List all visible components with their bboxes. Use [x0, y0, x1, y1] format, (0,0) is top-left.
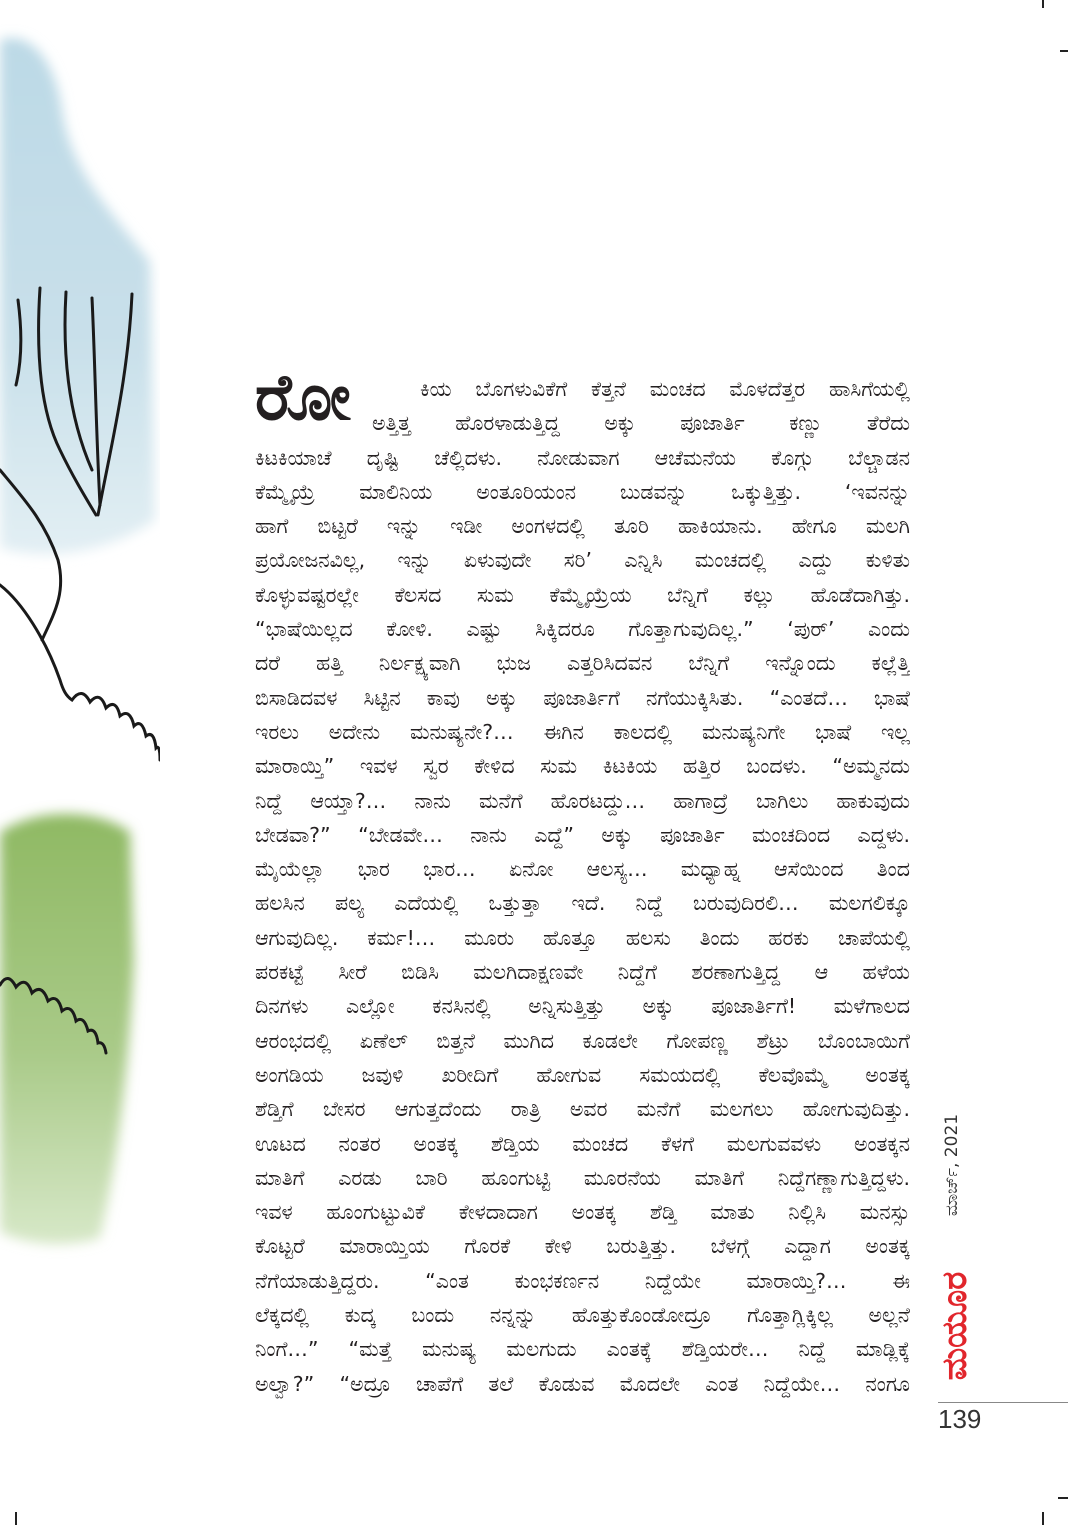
crop-mark-bottom-right [1042, 1512, 1044, 1525]
article-line: ಆರಂಭದಲ್ಲಿ ಏಣೆಲ್ ಬಿತ್ತನೆ ಮುಗಿದ ಕೂಡಲೇ ಗೋಪಣ್ಣ ಶೆಟ್ರು ಬೊಂಬಾಯಿಗೆ [255, 1028, 910, 1053]
crop-mark-right-top [1060, 50, 1068, 52]
article-line: ಬೇಡವಾ?” “ಬೇಡವೇ… ನಾನು ಎದ್ದೆ” ಅಕ್ಕು ಪೂಜಾರ್ತಿ ಮಂಚದಿಂದ ಎದ್ದಳು. [255, 822, 910, 847]
crop-mark-right-bottom [1058, 1497, 1068, 1499]
article-line: ಇವಳ ಹೂಂಗುಟ್ಟುವಿಕೆ ಕೇಳದಾದಾಗ ಅಂತಕ್ಕ ಶೆಡ್ತಿ ಮಾತು ನಿಲ್ಲಿಸಿ ಮನಸ್ಸು [255, 1200, 910, 1225]
article-line: ಹಲಸಿನ ಪಲ್ಯ ಎದೆಯಲ್ಲಿ ಒತ್ತುತ್ತಾ ಇದೆ. ನಿದ್ದೆ ಬರುವುದಿರಲಿ… ಮಲಗಲಿಕ್ಕೂ [255, 891, 910, 916]
article-line: ನಿಂಗೆ…” “ಮತ್ತೆ ಮನುಷ್ಯ ಮಲಗುದು ಎಂತಕ್ಕೆ ಶೆಡ್ತಿಯರೇ… ನಿದ್ದೆ ಮಾಡ್ಲಿಕ್ಕೆ [255, 1337, 910, 1362]
article-line: ಇರಲು ಅದೇನು ಮನುಷ್ಯನೇ?… ಈಗಿನ ಕಾಲದಲ್ಲಿ ಮನುಷ್ಯನಿಗೇ ಭಾಷೆ ಇಲ್ಲ [255, 719, 910, 744]
issue-date: ಮಾರ್ಚ್, 2021 [942, 1113, 962, 1217]
tree-illustration [0, 0, 160, 1300]
article-line: ಮಾತಿಗೆ ಎರಡು ಬಾರಿ ಹೂಂಗುಟ್ಟಿ ಮೂರನೆಯ ಮಾತಿಗೆ ನಿದ್ದೆಗಣ್ಣಾಗುತ್ತಿದ್ದಳು. [255, 1165, 910, 1190]
page-number-rule [938, 1402, 1068, 1403]
article-line: ಪ್ರಯೋಜನವಿಲ್ಲ, ಇನ್ನು ಏಳುವುದೇ ಸರಿ’ ಎನ್ನಿಸಿ ಮಂಚದಲ್ಲಿ ಎದ್ದು ಕುಳಿತು [255, 548, 910, 573]
article-line: ಹಾಗೆ ಬಿಟ್ಟರೆ ಇನ್ನು ಇಡೀ ಅಂಗಳದಲ್ಲಿ ತೂರಿ ಹಾಕಿಯಾನು. ಹೇಗೂ ಮಲಗಿ [255, 514, 910, 539]
article-line: “ಭಾಷೆಯಿಲ್ಲದ ಕೋಳಿ. ಎಷ್ಟು ಸಿಕ್ಕಿದರೂ ಗೊತ್ತಾಗುವುದಿಲ್ಲ.” ‘ಪುರ್’ ಎಂದು [255, 617, 910, 642]
magazine-name: ಮಯೂರ [935, 1271, 975, 1381]
article-line: ಮಾರಾಯ್ತಿ” ಇವಳ ಸ್ವರ ಕೇಳಿದ ಸುಮ ಕಿಟಕಿಯ ಹತ್ತಿರ ಬಂದಳು. “ಅಮ್ಮನದು [255, 754, 910, 779]
article-line: ದರೆ ಹತ್ತಿ ನಿರ್ಲಕ್ಷ್ಯವಾಗಿ ಭುಜ ಎತ್ತರಿಸಿದವನ ಬೆನ್ನಿಗೆ ಇನ್ನೊಂದು ಕಲ್ಲೆತ್ತಿ [255, 651, 910, 676]
foliage-wash [0, 814, 134, 1244]
article-line: ಬಿಸಾಡಿದವಳ ಸಿಟ್ಟಿನ ಕಾವು ಅಕ್ಕು ಪೂಜಾರ್ತಿಗೆ ನಗೆಯುಕ್ಕಿಸಿತು. “ಎಂತದೆ… ಭಾಷೆ [255, 685, 910, 710]
article-line: ಪರಕಟ್ಟೆ ಸೀರೆ ಬಿಡಿಸಿ ಮಲಗಿದಾಕ್ಷಣವೇ ನಿದ್ದೆಗೆ ಶರಣಾಗುತ್ತಿದ್ದ ಆ ಹಳೆಯ [255, 960, 910, 985]
article-line: ಶೆಡ್ತಿಗೆ ಬೇಸರ ಆಗುತ್ತದೆಂದು ರಾತ್ರಿ ಅವರ ಮನೆಗೆ ಮಲಗಲು ಹೋಗುವುದಿತ್ತು. [255, 1097, 910, 1122]
article-body [255, 361, 910, 1401]
article-line: ಕಿಟಕಿಯಾಚೆ ದೃಷ್ಟಿ ಚೆಲ್ಲಿದಳು. ನೋಡುವಾಗ ಆಚೆಮನೆಯ ಕೊಗ್ಗು ಬೆಲ್ಚಾಡನ [255, 445, 910, 470]
article-line: ಅತ್ತಿತ್ತ ಹೊರಳಾಡುತ್ತಿದ್ದ ಅಕ್ಕು ಪೂಜಾರ್ತಿ ಕಣ್ಣು ತೆರೆದು [372, 411, 910, 436]
drop-cap: ರೋ [255, 361, 351, 435]
article-line: ನೆಗೆಯಾಡುತ್ತಿದ್ದರು. “ಎಂತ ಕುಂಭಕರ್ಣನ ನಿದ್ದೆಯೇ ಮಾರಾಯ್ತಿ?… ಈ [255, 1268, 910, 1293]
article-line: ಅಂಗಡಿಯ ಜವುಳಿ ಖರೀದಿಗೆ ಹೋಗುವ ಸಮಯದಲ್ಲಿ ಕೆಲವೊಮ್ಮೆ ಅಂತಕ್ಕ [255, 1062, 910, 1087]
article-line: ಕೊಟ್ಟರೆ ಮಾರಾಯ್ತಿಯ ಗೊರಕೆ ಕೇಳಿ ಬರುತ್ತಿತ್ತು. ಬೆಳಗ್ಗೆ ಎದ್ದಾಗ ಅಂತಕ್ಕ [255, 1234, 910, 1259]
article-line: ಕೊಳ್ಳುವಷ್ಟರಲ್ಲೇ ಕೆಲಸದ ಸುಮ ಕೆಮ್ಮೈಯ್ರೆಯ ಬೆನ್ನಿಗೆ ಕಲ್ಲು ಹೊಡೆದಾಗಿತ್ತು. [255, 582, 910, 607]
article-line: ದಿನಗಳು ಎಲ್ಲೋ ಕನಸಿನಲ್ಲಿ ಅನ್ನಿಸುತ್ತಿತ್ತು ಅಕ್ಕು ಪೂಜಾರ್ತಿಗೆ! ಮಳೆಗಾಲದ [255, 994, 910, 1019]
article-line: ಕಿಯ ಬೊಗಳುವಿಕೆಗೆ ಕೆತ್ತನೆ ಮಂಚದ ಮೊಳದೆತ್ತರ ಹಾಸಿಗೆಯಲ್ಲಿ [420, 377, 910, 401]
article-line: ನಿದ್ದೆ ಆಯ್ತಾ?… ನಾನು ಮನೆಗೆ ಹೊರಟದ್ದು… ಹಾಗಾದ್ರೆ ಬಾಗಿಲು ಹಾಕುವುದು [255, 788, 910, 813]
article-line: ಊಟದ ನಂತರ ಅಂತಕ್ಕ ಶೆಡ್ತಿಯ ಮಂಚದ ಕೆಳಗೆ ಮಲಗುವವಳು ಅಂತಕ್ಕನ [255, 1131, 910, 1156]
crop-mark-bottom-left [15, 1512, 17, 1525]
article-line: ಮೈಯೆಲ್ಲಾ ಭಾರ ಭಾರ… ಏನೋ ಆಲಸ್ಯ… ಮಧ್ಯಾಹ್ನ ಆಸೆಯಿಂದ ತಿಂದ [255, 857, 910, 882]
page-number: 139 [938, 1404, 982, 1434]
article-line: ಲೆಕ್ಕದಲ್ಲಿ ಕುದ್ಕ ಬಂದು ನನ್ನನ್ನು ಹೊತ್ತುಕೊಂಡೋದ್ರೂ ಗೊತ್ತಾಗ್ಲಿಕ್ಕಿಲ್ಲ ಅಲ್ಲನೆ [255, 1303, 910, 1328]
article-line: ಕೆಮ್ಮೈಯ್ರೆ ಮಾಲಿನಿಯ ಅಂತೂರಿಯಂನ ಬುಡವನ್ನು ಒಕ್ಕುತ್ತಿತ್ತು. ‘ಇವನನ್ನು [255, 479, 910, 504]
article-line: ಆಗುವುದಿಲ್ಲ. ಕರ್ಮ!… ಮೂರು ಹೊತ್ತೂ ಹಲಸು ತಿಂದು ಹರಕು ಚಾಪೆಯಲ್ಲಿ [255, 925, 910, 950]
crop-mark-top [1042, 0, 1044, 8]
article-line: ಅಲ್ವಾ?” “ಅದ್ರೂ ಚಾಪೆಗೆ ತಲೆ ಕೊಡುವ ಮೊದಲೇ ಎಂತ ನಿದ್ದೆಯೇ… ನಂಗೂ [255, 1371, 910, 1396]
